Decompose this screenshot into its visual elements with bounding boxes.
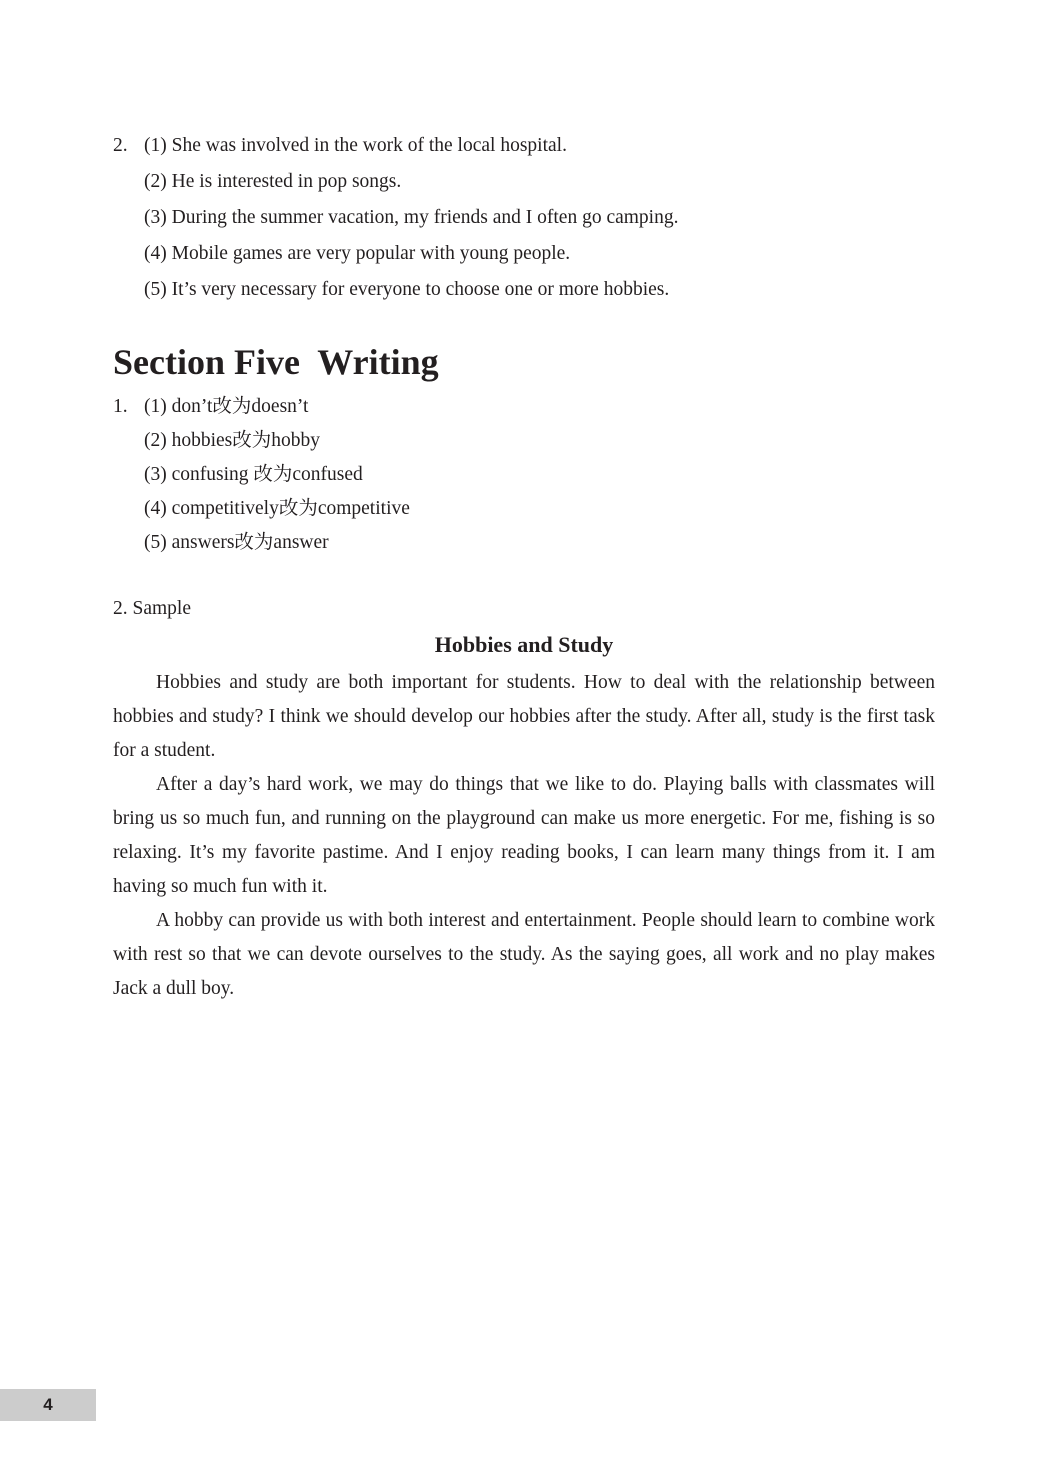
essay-title: Hobbies and Study: [434, 632, 614, 657]
answer-item: (3) During the summer vacation, my friends and I often go camping.: [144, 207, 679, 228]
answer-item: (4) Mobile games are very popular with young people.: [144, 243, 571, 264]
answer-item: (3) confusing 改为confused: [144, 464, 363, 485]
answer-item: (1) She was involved in the work of the local hospital.: [144, 135, 567, 156]
sample-label: 2. Sample: [113, 598, 191, 619]
essay-paragraph: Hobbies and study are both important for students. How to deal with the relationship between hobbies and study? I think we should develop our hobbies after the study. After all, study is the first task for a student.: [113, 672, 935, 761]
question-1-correction-answers: [113, 390, 410, 560]
question-number: 2.: [113, 135, 128, 156]
section-title: Section Five Writing: [113, 342, 439, 382]
answer-item: (2) He is interested in pop songs.: [144, 171, 402, 192]
essay-body: [113, 666, 935, 1006]
essay-paragraph: A hobby can provide us with both interest and entertainment. People should learn to combine work with rest so that we can devote ourselves to the study. As the saying goes, all work and no play makes Jack a dull boy.: [113, 910, 935, 999]
answer-list: [144, 128, 678, 308]
answer-item: (5) It’s very necessary for everyone to choose one or more hobbies.: [144, 279, 670, 300]
answer-list: [144, 390, 410, 560]
answer-item: (4) competitively改为competitive: [144, 498, 410, 519]
page-number: 4: [0, 1389, 96, 1421]
answer-item: (2) hobbies改为hobby: [144, 430, 321, 451]
question-2-translation-answers: [113, 128, 678, 308]
answer-item: (5) answers改为answer: [144, 532, 329, 553]
question-number: 1.: [113, 396, 128, 417]
answer-item: (1) don’t改为doesn’t: [144, 396, 309, 417]
essay-paragraph: After a day’s hard work, we may do things that we like to do. Playing balls with classmates will bring us so much fun, and running on the playground can make us more energetic. For me, fishing is so relaxing. It’s my favorite pastime. And I enjoy reading books, I can learn many things from it. I am having so much fun with it.: [113, 774, 935, 897]
